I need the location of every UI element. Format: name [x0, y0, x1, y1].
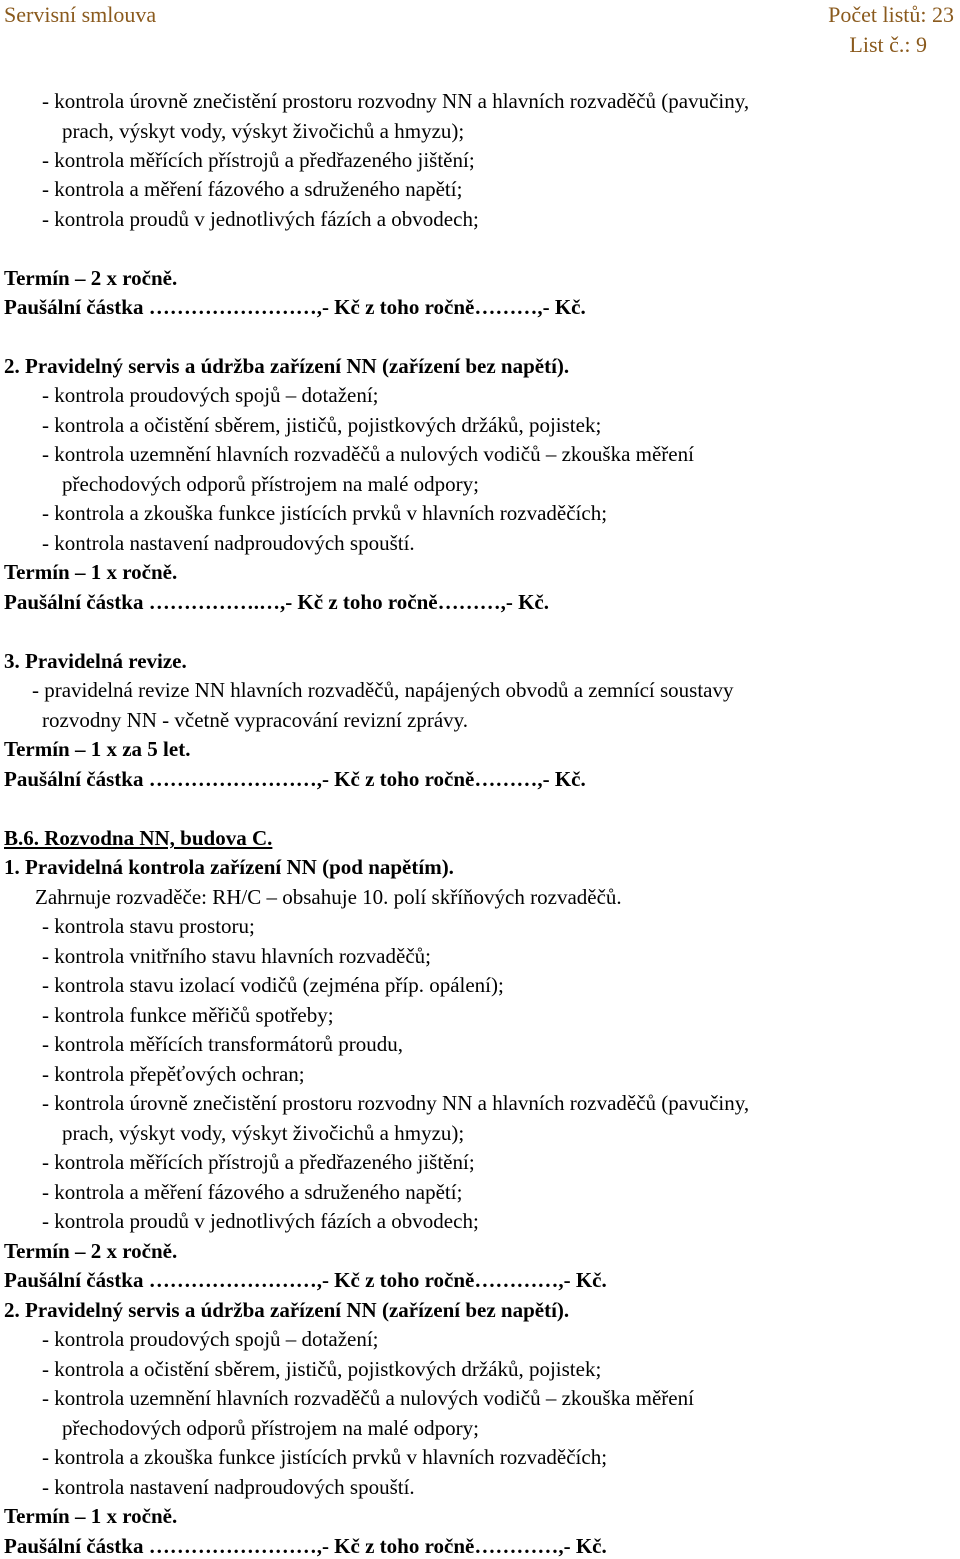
price-line: Paušální částka …………….…,- Kč z toho ročně………,- Kč. — [4, 590, 549, 614]
list-item: - kontrola proudových spojů – dotažení; — [42, 1327, 379, 1351]
list-item: - kontrola a zkouška funkce jistících prvků v hlavních rozvaděčích; — [42, 501, 608, 525]
section-heading: 1. Pravidelná kontrola zařízení NN (pod napětím). — [4, 855, 454, 879]
term-line: Termín – 1 x ročně. — [4, 560, 178, 584]
price-line: Paušální částka ……………………,- Kč z toho ročně………,- Kč. — [4, 767, 586, 791]
list-item: - kontrola nastavení nadproudových spouští. — [42, 531, 415, 555]
section-heading: 2. Pravidelný servis a údržba zařízení NN (zařízení bez napětí). — [4, 1298, 570, 1322]
list-item: - kontrola uzemnění hlavních rozvaděčů a nulových vodičů – zkouška měření — [42, 1386, 694, 1410]
list-item: - kontrola a očistění sběrem, jističů, pojistkových držáků, pojistek; — [42, 1357, 602, 1381]
list-item: - kontrola úrovně znečistění prostoru rozvodny NN a hlavních rozvaděčů (pavučiny, — [42, 89, 750, 113]
term-line: Termín – 2 x ročně. — [4, 1239, 178, 1263]
list-item: - pravidelná revize NN hlavních rozvaděčů, napájených obvodů a zemnící soustavy — [32, 678, 734, 702]
term-line: Termín – 1 x ročně. — [4, 1504, 178, 1528]
list-item-continuation: přechodových odporů přístrojem na malé odpory; — [62, 1416, 479, 1440]
header-page-count: Počet listů: 23 — [828, 2, 954, 27]
list-item: - kontrola měřících transformátorů proudu, — [42, 1032, 403, 1056]
term-line: Termín – 2 x ročně. — [4, 266, 178, 290]
list-item-continuation: prach, výskyt vody, výskyt živočichů a hmyzu); — [62, 119, 465, 143]
list-item: - kontrola a zkouška funkce jistících prvků v hlavních rozvaděčích; — [42, 1445, 608, 1469]
price-line: Paušální částka ……………………,- Kč z toho ročně…………,- Kč. — [4, 1268, 607, 1292]
list-item: - kontrola uzemnění hlavních rozvaděčů a nulových vodičů – zkouška měření — [42, 442, 694, 466]
list-item: - kontrola a měření fázového a sdruženého napětí; — [42, 177, 463, 201]
list-item: - kontrola měřících přístrojů a předřazeného jištění; — [42, 148, 475, 172]
list-item: - kontrola proudů v jednotlivých fázích a obvodech; — [42, 207, 479, 231]
list-item: - kontrola funkce měřičů spotřeby; — [42, 1003, 334, 1027]
list-item: - kontrola stavu izolací vodičů (zejména příp. opálení); — [42, 973, 504, 997]
section-heading: 3. Pravidelná revize. — [4, 649, 187, 673]
list-item: - kontrola přepěťových ochran; — [42, 1062, 305, 1086]
list-item: - kontrola úrovně znečistění prostoru rozvodny NN a hlavních rozvaděčů (pavučiny, — [42, 1091, 750, 1115]
list-item: - kontrola nastavení nadproudových spouští. — [42, 1475, 415, 1499]
price-line: Paušální částka ……………………,- Kč z toho ročně…………,- Kč. — [4, 1534, 607, 1558]
list-item: - kontrola vnitřního stavu hlavních rozvaděčů; — [42, 944, 431, 968]
list-item: - kontrola měřících přístrojů a předřazeného jištění; — [42, 1150, 475, 1174]
list-item-continuation: prach, výskyt vody, výskyt živočichů a hmyzu); — [62, 1121, 465, 1145]
building-heading: B.6. Rozvodna NN, budova C. — [4, 826, 273, 850]
header-sheet-number: List č.: 9 — [849, 32, 927, 57]
section-heading: 2. Pravidelný servis a údržba zařízení NN (zařízení bez napětí). — [4, 354, 570, 378]
includes-line: Zahrnuje rozvaděče: RH/C – obsahuje 10. polí skříňových rozvaděčů. — [35, 885, 622, 909]
list-item: - kontrola proudových spojů – dotažení; — [42, 383, 379, 407]
header-title: Servisní smlouva — [4, 2, 157, 27]
list-item-continuation: rozvodny NN - včetně vypracování revizní zprávy. — [42, 708, 469, 732]
list-item: - kontrola a měření fázového a sdruženého napětí; — [42, 1180, 463, 1204]
term-line: Termín – 1 x za 5 let. — [4, 737, 191, 761]
price-line: Paušální částka ……………………,- Kč z toho ročně………,- Kč. — [4, 295, 586, 319]
list-item-continuation: přechodových odporů přístrojem na malé odpory; — [62, 472, 479, 496]
list-item: - kontrola stavu prostoru; — [42, 914, 255, 938]
list-item: - kontrola a očistění sběrem, jističů, pojistkových držáků, pojistek; — [42, 413, 602, 437]
list-item: - kontrola proudů v jednotlivých fázích a obvodech; — [42, 1209, 479, 1233]
